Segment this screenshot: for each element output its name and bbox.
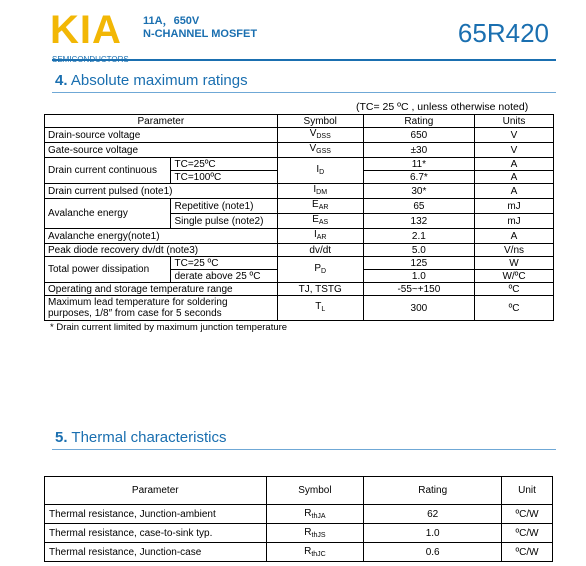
table-row: TC=100ºC 6.7* A: [45, 171, 554, 184]
header-description: [143, 15, 257, 41]
table-header-row: Parameter Symbol Rating Unit: [45, 477, 553, 505]
device-type: N-CHANNEL MOSFET: [143, 28, 258, 40]
part-number: 65R420: [457, 18, 549, 48]
header-divider: [52, 59, 556, 61]
footnote: * Drain current limited by maximum junction temperature: [50, 322, 288, 333]
absolute-ratings-table: [44, 114, 554, 321]
table-row: Maximum lead temperature for soldering purposes, 1/8″ from case for 5 seconds $T_L$ 300 ºC: [45, 296, 554, 321]
table-row: Thermal resistance, Junction-ambient $R_{thJA}$ 62 ºC/W: [45, 505, 553, 524]
section-4-title: 4. Absolute maximum ratings: [55, 72, 248, 89]
test-condition-note: (TC= 25 ºC , unless otherwise noted): [356, 101, 529, 113]
device-rating: 11A，650V: [143, 15, 200, 27]
section-5-divider: [52, 449, 556, 450]
section-5-title: 5. Thermal characteristics: [55, 429, 227, 446]
company-logo: KIA: [50, 8, 122, 52]
table-row: Thermal resistance, Junction-case $R_{thJC}$ 0.6 ºC/W: [45, 543, 553, 562]
table-header-row: Parameter Symbol Rating Units: [45, 115, 554, 128]
table-row: Avalanche energy(note1) $I_{AR}$ 2.1 A: [45, 229, 554, 244]
table-row: Gate-source voltage $V_{GSS}$ ±30 V: [45, 143, 554, 158]
section-4-divider: [52, 92, 556, 93]
table-row: Total power dissipation TC=25 ºC $P_D$ 125 W: [45, 257, 554, 270]
table-row: Peak diode recovery dv/dt (note3) dv/dt 5.0 V/ns: [45, 244, 554, 257]
table-row: Operating and storage temperature range TJ, TSTG -55~+150 ºC: [45, 283, 554, 296]
table-row: Drain current continuous TC=25ºC $I_D$ 11* A: [45, 158, 554, 171]
table-row: Thermal resistance, case-to-sink typ. $R_{thJS}$ 1.0 ºC/W: [45, 524, 553, 543]
table-row: Avalanche energy Repetitive (note1) $E_{AR}$ 65 mJ: [45, 199, 554, 214]
table-row: Drain current pulsed (note1) $I_{DM}$ 30* A: [45, 184, 554, 199]
table-row: Single pulse (note2) $E_{AS}$ 132 mJ: [45, 214, 554, 229]
table-row: Drain-source voltage $V_{DSS}$ 650 V: [45, 128, 554, 143]
thermal-table: [44, 476, 553, 562]
table-row: derate above 25 ºC 1.0 W/ºC: [45, 270, 554, 283]
